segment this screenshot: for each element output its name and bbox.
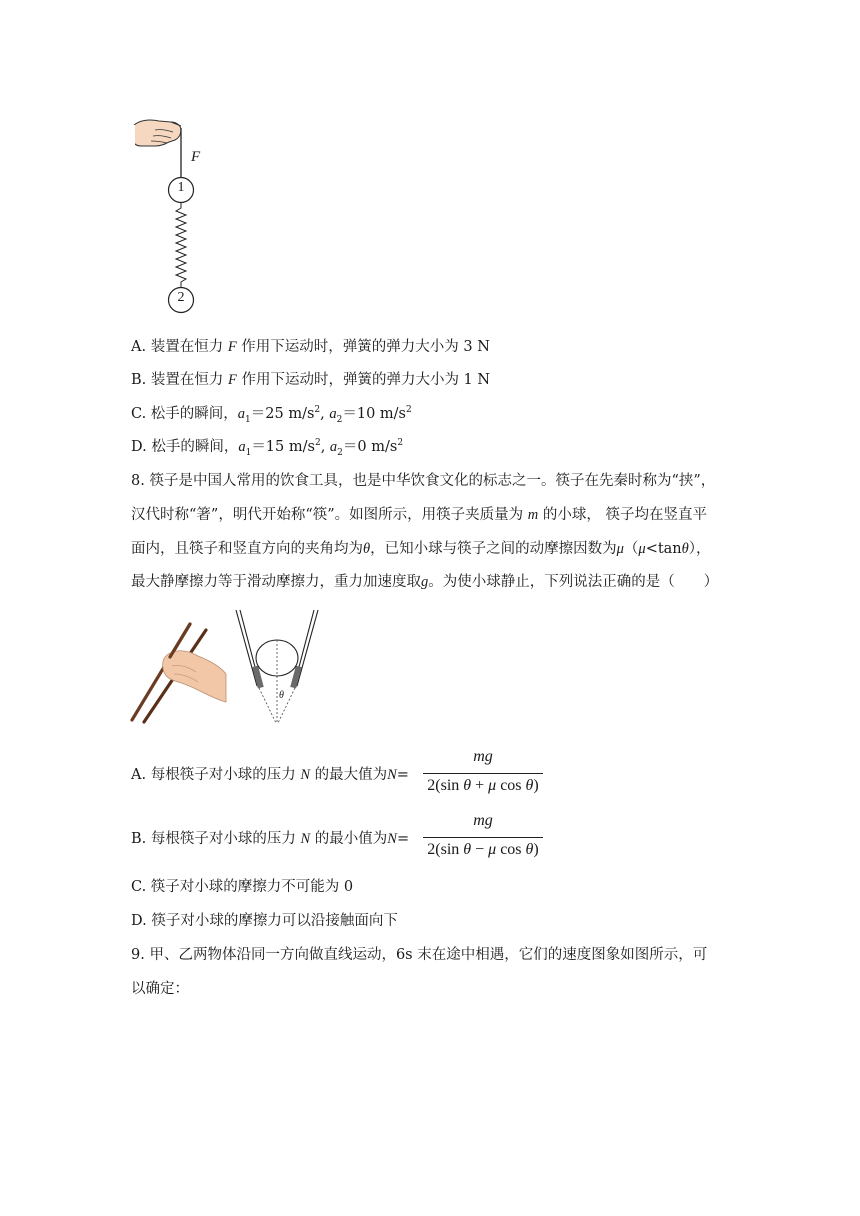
q8-option-b: B. 每根筷子对小球的压力 N 的最小值为N= <box>131 831 410 847</box>
q9-number: 9. <box>131 947 145 963</box>
q7-option-d: D. 松手的瞬间，$a_1=15$ $m/s^2$, $a_2=0$ $m/s^2$ <box>131 438 404 458</box>
hand-spring-diagram <box>125 112 245 317</box>
force-label: F <box>191 149 201 165</box>
hand-icon <box>125 120 181 146</box>
q7-option-a: A. 装置在恒力 F 作用下运动时，弹簧的弹力大小为 3 N <box>131 339 490 355</box>
q8-stem-line-4: 最大静摩擦力等于滑动摩擦力，重力加速度取g。为使小球静止，下列说法正确的是（ ） <box>131 574 719 590</box>
ball-1-label: 1 <box>177 180 185 195</box>
q7-figure <box>125 112 245 317</box>
q7-option-b: B. 装置在恒力 F 作用下运动时，弹簧的弹力大小为 1 N <box>131 372 491 388</box>
q8-stem-line-1: 8. 筷子是中国人常用的饮食工具，也是中华饮食文化的标志之一。筷子在先秦时称为“挟”， <box>131 473 716 489</box>
q8-option-b-fraction: mg 2(sin θ − μ cos θ) <box>423 812 543 862</box>
ball-2-label: 2 <box>177 290 185 305</box>
q8-option-c: C. 筷子对小球的摩擦力不可能为 0 <box>131 879 354 895</box>
chopsticks-diagram <box>232 608 322 726</box>
chopsticks-photo <box>128 622 228 724</box>
q8-stem-line-3: 面内，且筷子和竖直方向的夹角均为θ，已知小球与筷子之间的动摩擦因数为μ（μ<tanθ）， <box>131 541 711 557</box>
q8-option-a: A. 每根筷子对小球的压力 N 的最大值为N= <box>131 767 409 783</box>
q8-number: 8. <box>131 473 145 489</box>
q8-option-d: D. 筷子对小球的摩擦力可以沿接触面向下 <box>131 913 398 929</box>
q9-stem-line-1: 9. 甲、乙两物体沿同一方向做直线运动，6s 末在途中相遇，它们的速度图象如图所示，可 <box>131 947 708 963</box>
q8-option-a-fraction: mg 2(sin θ + μ cos θ) <box>423 748 543 798</box>
q9-stem-line-2: 以确定： <box>131 981 189 997</box>
chopsticks-ball-diagram <box>232 608 322 726</box>
q7-option-c: C. 松手的瞬间，$a_1=25$ $m/s^2$, $a_2=10$ $m/s^2$ <box>131 405 412 425</box>
figure-theta-label: θ <box>279 690 284 701</box>
q8-stem-line-2: 汉代时称“箸”，明代开始称“筷”。如图所示，用筷子夹质量为 m 的小球， 筷子均在竖直平 <box>131 507 707 523</box>
chopsticks-hand-icon <box>128 622 228 724</box>
